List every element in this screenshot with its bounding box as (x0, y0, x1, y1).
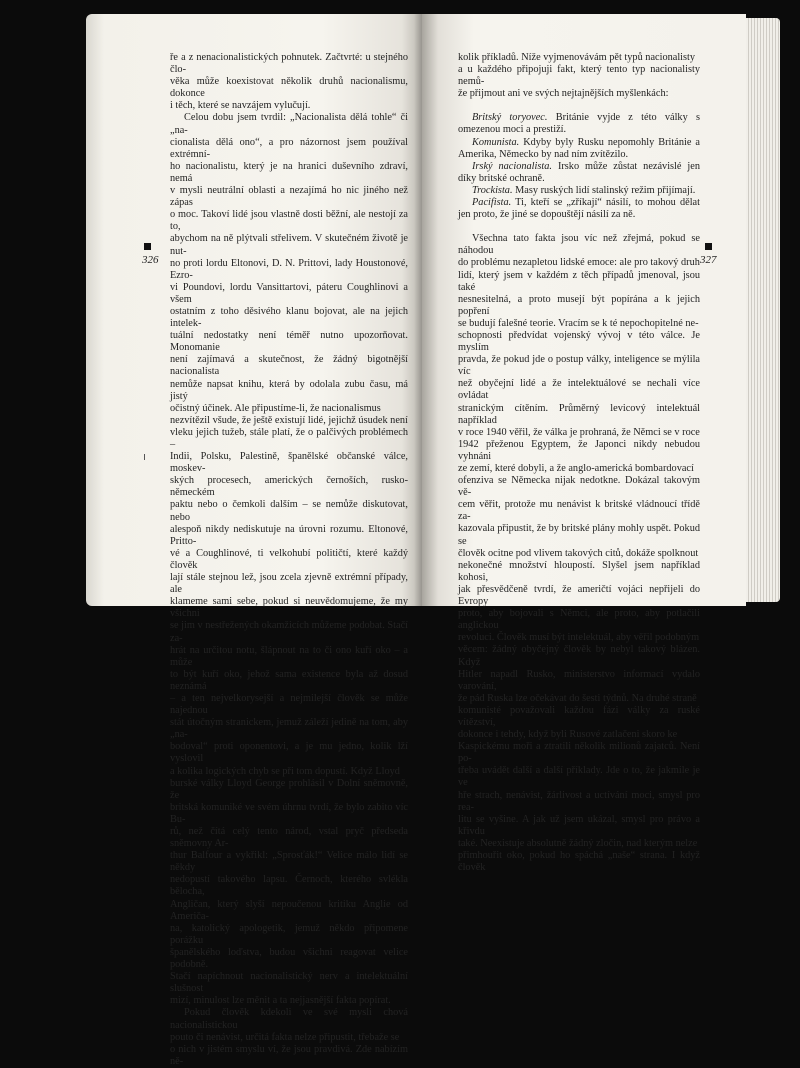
text-line: stranickým cítěním. Průměrný levicový intelektuál například (458, 402, 700, 426)
text-line: litu se vyšine. A jak už jsem ukázal, smysl pro právo a křivdu (458, 813, 700, 837)
text-line: dokonce i tehdy, když byli Rusové zatlačeni skoro ke (458, 729, 678, 741)
text-line: schopnosti předvídat vojenský vývoj v této válce. Je myslím (458, 329, 700, 354)
text-line: člověk ocitne pod vlivem takových citů, dokáže spolknout (458, 547, 699, 559)
text-line: revoluci. Člověk musí být intelektuál, aby věřil podobným (458, 632, 700, 644)
type-fact: Masy ruských lidí stalinský režim přijímají. (515, 184, 696, 196)
text-line: pouto či nenávist, určitá fakta nelze připustit, třebaže se (170, 1031, 400, 1043)
text-line: ostatním z toho děsivého klanu bojovat, ale na jejich intelek- (170, 305, 408, 330)
text-line: přimhouřit oko, pokud ho spáchá „naše“ strana. I když člověk (458, 850, 700, 874)
text-line: ských procesech, amerických černoších, rusko-německém (170, 475, 408, 499)
text-line: nezvítězil všude, že ještě existují lidé, jejichž úsudek není (170, 414, 408, 426)
text-line: Indii, Polsku, Palestině, španělské občanské válce, moskev- (170, 451, 408, 475)
text-line: klameme sami sebe, pokud si neuvědomujeme, že my všichni (170, 596, 408, 620)
text-line: Pokud člověk kdekoli ve své mysli chová nacionalistickou (170, 1007, 408, 1031)
text-line: španělského loďstva, budou všichni reagovat velice podobně. (170, 946, 408, 971)
text-line: Kaspickému moři a ztratili několik milionů zajatců. Není po- (458, 741, 700, 765)
text-line: hře strach, nenávist, žárlivost a uctívání moci, smysl pro rea- (458, 789, 700, 813)
text-line: nesnesitelná, a proto musejí být popírána a k jejich popření (458, 293, 700, 317)
text-line: lidí, který jsem v každém z těch případů jmenoval, jsou také (458, 269, 700, 293)
text-line: není zajímavá a skutečnost, že žádný bigotnější nacionalista (170, 354, 408, 378)
type-label: Komunista. (472, 136, 520, 148)
text-line: kolik příkladů. Níže vyjmenovávám pět typů nacionalisty (458, 52, 696, 63)
text-line: no proti lordu Eltonovi, D. N. Prittovi, lady Houstonové, Ezro- (170, 257, 408, 281)
text-line: třeba uvádět další a další příklady. Jde o to, že jakmile je ve (458, 765, 700, 789)
text-line: komunisté považovali každou fázi války za ruské vítězství, (458, 704, 700, 728)
type-label: Britský toryovec. (472, 112, 548, 124)
text-line: nemůže napsat knihu, která by odolala zubu času, má jistý (170, 378, 408, 402)
page-edges (746, 18, 780, 602)
text-line: to být kuří oko, jehož sama existence byla až dosud neznámá (170, 668, 408, 692)
text-line: se jim v nestřežených okamžicích můžeme podobat. Stačí za- (170, 620, 408, 644)
nationalist-type (458, 197, 700, 221)
text-line: burské války Lloyd George prohlásil v Dolní sněmovně, že (170, 777, 408, 801)
text-line: do problému nezapletou lidské emoce: ale pro takový druh (458, 257, 700, 269)
text-line: hrát na určitou notu, šlápnout na to či ono kuří oko – a může (170, 644, 408, 668)
text-line: věcem: žádný obyčejný člověk by nebyl takový blázen. Když (458, 644, 700, 668)
page-number-left: 326 (142, 254, 159, 266)
type-label: Trockista. (472, 184, 513, 196)
text-line: o moc. Takoví lidé jsou vlastně dosti běžní, ale nestojí za to, (170, 209, 408, 233)
text-line: britská komuniké ve svém úhrnu tvrdí, že bylo zabito víc Bu- (170, 801, 408, 825)
text-line: stát útočným stranickem, jemuž záleží jedině na tom, aby „na- (170, 717, 408, 741)
nationalist-type (458, 137, 700, 161)
type-label: Pacifista. (472, 197, 512, 209)
page-marker-square (705, 243, 712, 250)
text-line: v mysli neutrální oblasti a nezajímá ho nic jiného než zápas (170, 185, 408, 209)
text-line: Všechna tato fakta jsou víc než zřejmá, pokud se náhodou (458, 233, 700, 257)
type-fact: Británie vyjde z této války s omezenou moci a prestiží. (458, 112, 701, 136)
text-line: pravda, že pokud jde o postup války, inteligence se mýlila víc (458, 354, 700, 378)
text-line: – a ten nejvelkorysejší a nejmilejší člověk se může najednou (170, 692, 408, 717)
text-line: vi Poundovi, lordu Vansittartovi, páteru Coughlinovi a všem (170, 281, 408, 305)
type-label: Irský nacionalista. (472, 160, 552, 172)
text-line: tuální nedostatky není téměř nutno upozorňovat. Monomanie (170, 330, 408, 354)
text-line: o nich v jistém smyslu ví, že jsou pravdivá. Zde nabízím ně- (170, 1043, 408, 1067)
left-page-text (170, 52, 408, 1068)
nationalist-type (458, 112, 700, 136)
text-line: cem věřit, protože mu nenávist k britské vládnoucí třídě za- (458, 499, 700, 523)
text-line: i těch, které se navzájem vylučují. (170, 100, 311, 112)
nationalist-type (458, 161, 700, 185)
text-line: ho nacionalistu, který je na hranici duševního zdraví, nemá (170, 160, 408, 184)
text-line: nedopustí takového lapsu. Černoch, kterého svlékla bělocha, (170, 874, 408, 898)
page-marker-square (144, 243, 151, 250)
text-line: očistný účinek. Ale připustíme-li, že nacionalismus (170, 402, 381, 414)
text-line: Celou dobu jsem tvrdil: „Nacionalista dělá tohle“ či „na- (170, 112, 408, 136)
type-fact: Ti, kteří se „zříkají“ násilí, to mohou dělat jen proto, že jiné se dopouštějí násilí za ně. (458, 197, 700, 221)
text-line: a u každého připojuji fakt, který tento typ nacionalisty nemů- (458, 64, 700, 88)
nationalist-type (458, 185, 700, 197)
text-line: že přijmout ani ve svých nejtajnějších myšlenkách: (458, 88, 669, 100)
text-line: abychom na ně plýtvali střelivem. V skutečném životě je nut- (170, 233, 408, 257)
text-line: alespoň nikdy nediskutuje na úrovni rozumu. Eltonové, Pritto- (170, 523, 408, 547)
text-line: vleku jejich tužeb, stále platí, že o palčivých problémech – (170, 426, 408, 450)
text-line: rů, než čítá celý tento národ, vstal pryč předseda sněmovny Ar- (170, 826, 408, 850)
text-line: Angličan, který slyší nepoučenou kritiku Anglie od Američa- (170, 898, 408, 922)
page-number-right: 327 (700, 254, 717, 266)
text-line: ofenziva se Německa nijak nedotkne. Dokázal takovým vě- (458, 475, 700, 499)
text-line: proto, aby bojovali s Němci, ale proto, aby potlačili anglickou (458, 608, 700, 632)
text-line: věka může koexistovat několik druhů nacionalismu, dokonce (170, 76, 408, 100)
left-page (86, 14, 422, 1067)
text-line: než obyčejní lidé a že intelektuálové se nechali více ovládat (458, 378, 700, 402)
text-line: v roce 1940 věřil, že válka je prohraná, že Němci se v roce (458, 426, 700, 438)
text-line: a kolika logických chyb se při tom dopustí. Když Lloyd (170, 765, 400, 777)
text-line: paktu nebo o čemkoli dalším – se nemůže diskutovat, nebo (170, 499, 408, 523)
type-fact: Irsko může zůstat nezávislé jen díky britské ochraně. (458, 160, 700, 184)
text-line: vé a Coughlinové, ti velkohubí političtí, které každý člověk (170, 547, 408, 571)
text-line: Hitler napadl Rusko, ministerstvo informací vydalo varování, (458, 668, 700, 692)
text-line: ře a z nenacionalistických pohnutek. Začtvrté: u stejného člo- (170, 52, 408, 76)
text-line: se budují falešné teorie. Vracím se k té nepochopitelné ne- (458, 317, 699, 329)
text-line: na, katolický apologetik, jemuž někdo připomene porážku (170, 922, 408, 946)
text-line: jak přesvědčeně tvrdí, že američtí vojáci nepřijeli do Evropy (458, 583, 700, 608)
text-line: kazovala připustit, že by britské plány mohly uspět. Pokud se (458, 523, 700, 547)
text-line: že pád Ruska lze očekávat do šesti týdnů. Na druhé straně (458, 692, 697, 704)
text-line: lají stále stejnou lež, jsou zcela zjevně extrémní případy, ale (170, 572, 408, 596)
text-line: Stačí napíchnout nacionalistický nerv a intelektuální slušnost (170, 971, 408, 995)
text-line: thur Balfour a vykřikl: „Sprosťák!“ Velice málo lidí se někdy (170, 850, 408, 874)
right-page-text (458, 52, 700, 874)
type-fact: Kdyby byly Rusku nepomohly Británie a Amerika, Německo by nad ním zvítězilo. (458, 136, 700, 160)
text-line: cionalista dělá ono“, a pro názornost jsem používal extrémní- (170, 136, 408, 160)
text-line: bodoval“ proti oponentovi, a je mu jedno, kolik lží vyslovil (170, 741, 408, 765)
margin-tick (144, 454, 145, 460)
text-line: ze zemí, které dobyli, a že anglo-americká bombardovací (458, 463, 694, 474)
right-page (422, 14, 746, 874)
text-line: 1942 přeženou Egyptem, že Japonci nikdy nebudou vyhnáni (458, 438, 700, 462)
text-line: mizí, minulost lze měnit a ta nejjasnější fakta popírat. (170, 995, 391, 1007)
text-line: také. Neexistuje absolutně žádný zločin, nad kterým nelze (458, 837, 698, 849)
text-line: nekonečné množství hloupostí. Slyšel jsem například kohosi, (458, 559, 700, 583)
